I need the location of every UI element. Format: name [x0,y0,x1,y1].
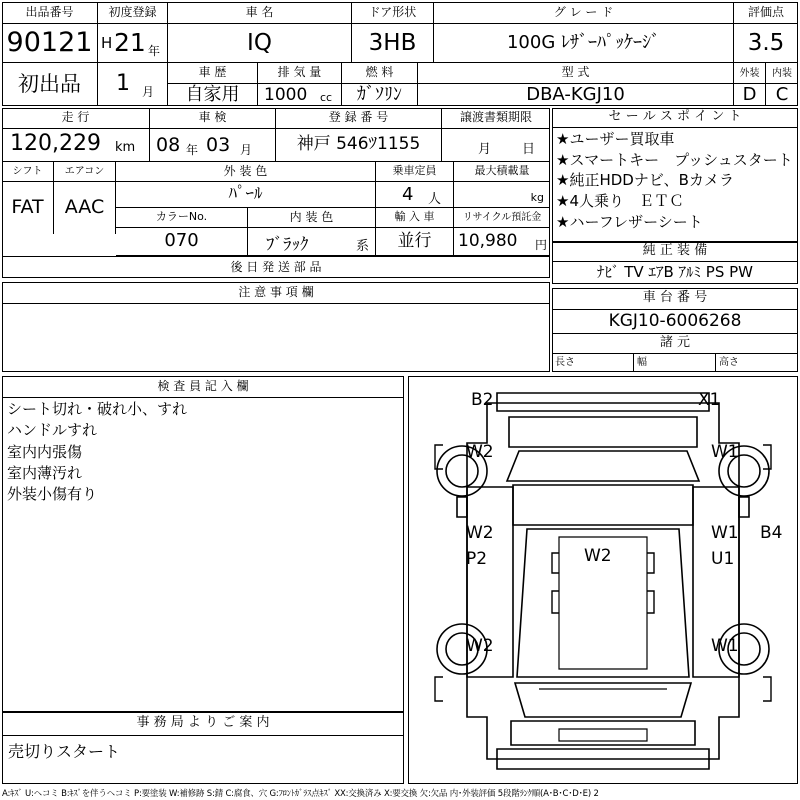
import-value: 並行 [376,228,454,256]
transfer-month-unit: 月 [478,142,492,157]
int-color-value: ﾌﾞﾗｯｸ [266,235,309,255]
mileage-value: 120,229 [10,131,101,156]
lot-no-value: 90121 [2,24,98,62]
height-label: 高さ [719,356,739,368]
shift-label: シフト [2,162,54,182]
damage-mark: B2 [471,390,494,410]
model-code-value: DBA-KGJ10 [418,84,734,106]
damage-mark: W2 [466,523,494,543]
shaken-month-unit: 月 [240,143,253,157]
office-notice-label: 事 務 局 よ り ご 案 内 [2,712,404,736]
genuine-equipment-label: 純 正 装 備 [552,242,798,262]
int-color-suffix: 系 [355,239,369,254]
genuine-equipment-value: ﾅﾋﾞ TV ｴｱB ｱﾙﾐ PS PW [597,263,753,282]
damage-mark: U1 [711,549,735,569]
door-shape-label: ドア形状 [352,2,434,24]
shaken-year: 08 [156,134,181,156]
chassis-no-label: 車 台 番 号 [552,288,798,310]
shaken-label: 車 検 [150,108,276,129]
exterior-grade-label: 外装 [734,62,766,84]
grade-label: グ レ ー ド [434,2,734,24]
recycle-fee-label: リサイクル預託金 [454,208,550,228]
history-label: 車 歴 [168,62,258,84]
registration-no-label: 登 録 番 号 [276,108,442,129]
first-reg-month-value: 1 [116,71,130,96]
damage-mark: W2 [466,636,494,656]
score-label: 評価点 [734,2,798,24]
shift-value: FAT [2,182,54,234]
displacement-value-cell [258,84,342,106]
displacement-label: 排 気 量 [258,62,342,84]
damage-mark: W1 [711,523,739,543]
sales-point-item: ★4人乗り ＥＴＣ [556,192,684,211]
transfer-doc-date [442,129,550,162]
sales-point-item: ★ユーザー買取車 [556,130,675,148]
inspection-note-line: 外装小傷有り [7,485,98,504]
inspection-note-line: 室内薄汚れ [7,463,83,482]
first-reg-year-unit: 年 [148,44,161,58]
transfer-day-unit: 日 [522,142,536,157]
max-load-value-cell [454,182,550,208]
first-reg-month [98,62,168,106]
dimensions-label: 諸 元 [552,334,798,354]
first-reg-label: 初度登録 [98,2,168,24]
shaken-year-unit: 年 [186,143,199,157]
width-label: 幅 [634,354,716,372]
sales-point-list [553,129,797,241]
sales-point-item: ★純正HDDナビ、Bカメラ [556,171,734,190]
interior-grade-label: 内装 [766,62,798,84]
color-no-value: 070 [116,228,248,256]
registration-no-value: 神戸 546ﾂ1155 [276,129,442,162]
caution-label: 注 意 事 項 欄 [2,282,550,304]
recycle-fee-value: 10,980 [458,231,518,251]
inspection-note-line: シート切れ・破れ小、すれ [7,400,188,418]
grade-value: 100G ﾚｻﾞｰﾊﾟｯｹｰｼﾞ [434,24,734,62]
damage-mark: W1 [711,442,739,462]
ext-color-label: 外 装 色 [116,162,376,182]
damage-mark: W2 [466,442,494,462]
first-reg-date [98,24,168,62]
chassis-no-value: KGJ10-6006268 [552,310,798,334]
fuel-label: 燃 料 [342,62,418,84]
int-color-value-cell [248,228,376,256]
import-label: 輸 入 車 [376,208,454,228]
ac-value: AAC [54,182,116,234]
lot-no-label: 出品番号 [2,2,98,24]
seats-value: 4 [402,184,414,205]
fuel-value: ｶﾞｿﾘﾝ [342,84,418,106]
sales-point-item: ★スマートキー プッシュスタート [556,150,793,169]
inspection-note-line: 室内内張傷 [7,442,83,461]
office-notice-text: 売切りスタート [8,741,121,761]
inspection-label: 検 査 員 記 入 欄 [2,376,404,398]
damage-mark: X1 [698,390,721,410]
mileage-unit: km [115,140,136,155]
door-shape-value: 3HB [352,24,434,62]
exterior-grade-value: D [734,84,766,106]
recycle-fee-unit: 円 [534,238,547,252]
max-load-unit: kg [530,191,544,204]
damage-mark: W2 [584,546,612,566]
displacement-value: 1000 [264,85,308,105]
score-value: 3.5 [747,29,785,56]
max-load-label: 最大積載量 [454,162,550,182]
color-no-label: カラーNo. [116,208,248,228]
mileage-value-cell [2,129,150,162]
sales-point-item: ★ハーフレザーシート [556,212,703,231]
car-diagram-svg [409,377,797,783]
seats-label: 乗車定員 [376,162,454,182]
interior-grade-value: C [775,83,789,105]
damage-diagram-block [408,376,798,784]
model-code-label: 型 式 [418,62,734,84]
seats-unit: 人 [428,192,442,207]
inspection-note-line: ハンドルすれ [7,421,98,440]
first-reg-year: 21 [114,28,146,57]
shaken-month: 03 [206,134,231,156]
damage-mark: P2 [466,549,488,569]
ext-color-value: ﾊﾟｰﾙ [116,182,376,208]
car-name-label: 車 名 [168,2,352,24]
transfer-doc-label: 譲渡書類期限 [442,108,550,129]
damage-mark: B4 [760,523,783,543]
first-reg-era: H [101,34,113,52]
ac-label: エアコン [54,162,116,182]
history-value: 自家用 [168,84,258,106]
shaken-value-cell [150,129,276,162]
inspection-notes [3,399,403,519]
int-color-label: 内 装 色 [248,208,376,228]
first-reg-month-unit: 月 [142,85,155,99]
later-parts-label: 後 日 発 送 部 品 [2,256,550,278]
car-name-value: IQ [168,24,352,62]
sales-point-label: セ ー ル ス ポ イ ン ト [552,108,798,128]
legend-footer: A:ｷｽﾞ U:ヘコミ B:ｷｽﾞを伴うヘコミ P:要塗装 W:補修跡 S:錆 C:腐食、穴 G:ﾌﾛﾝﾄｶﾞﾗｽ点ｷｽﾞ XX:交換済み X:要交換 欠:欠品 内･外装評価 5段階ﾗﾝｸ順(A･B･C･D･E) 2 [2,789,599,799]
length-label: 長さ [552,354,634,372]
damage-mark: W1 [711,636,739,656]
mileage-label: 走 行 [2,108,150,129]
recycle-fee-value-cell [454,228,550,256]
displacement-unit: cc [320,91,333,104]
first-entry-badge: 初出品 [2,62,98,106]
seats-value-cell [376,182,454,208]
